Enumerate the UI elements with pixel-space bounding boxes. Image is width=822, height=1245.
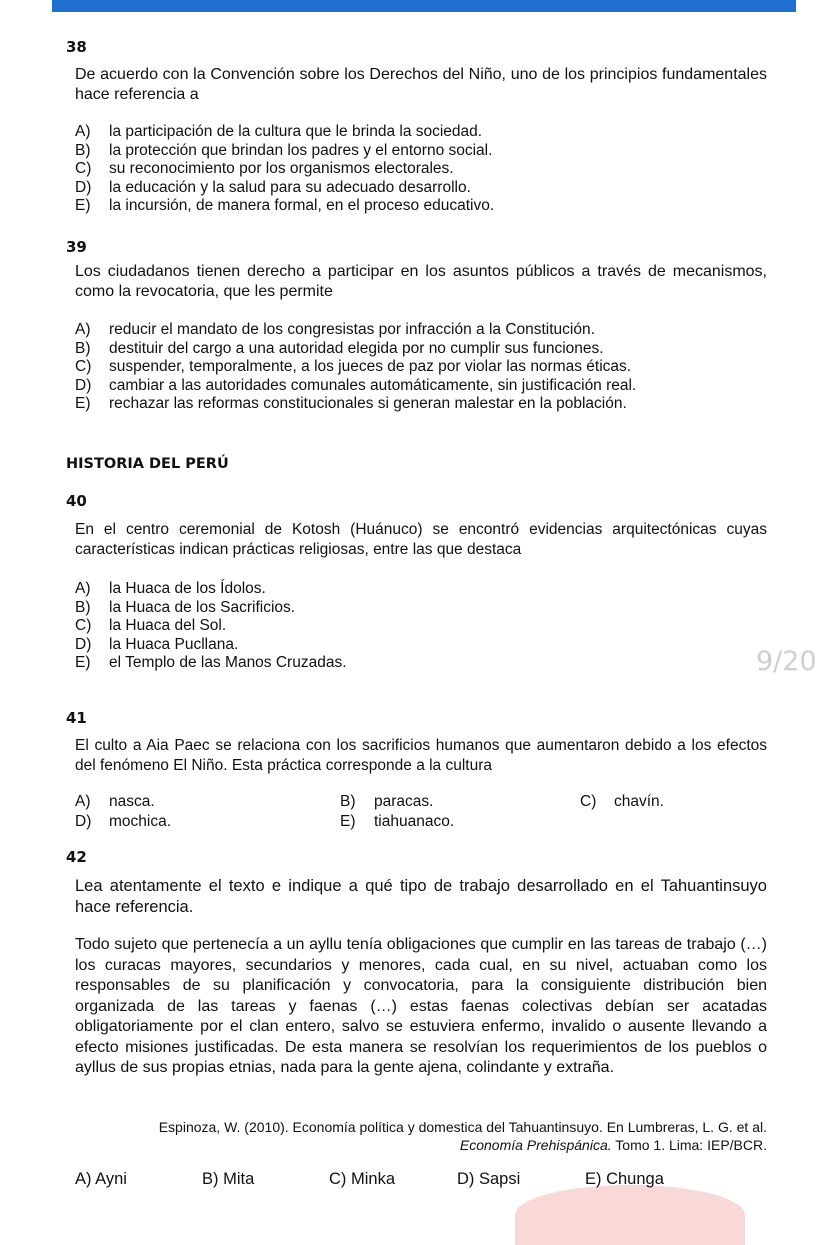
- option-38-b[interactable]: B) la protección que brindan los padres y el entorno social.: [75, 141, 493, 159]
- citation-line-2: [110, 1136, 767, 1154]
- question-38-options: [75, 123, 775, 216]
- option-40-e[interactable]: E) el Templo de las Manos Cruzadas.: [75, 654, 347, 671]
- option-40-a[interactable]: A) la Huaca de los Ídolos.: [75, 580, 266, 597]
- question-41-number: 41: [66, 709, 87, 727]
- option-38-e[interactable]: E) la incursión, de manera formal, en el proceso educativo.: [75, 197, 495, 214]
- citation-title: Economía Prehispánica.: [459, 1137, 612, 1153]
- question-40-stem: En el centro ceremonial de Kotosh (Huánuco) se encontró evidencias arquitectónicas cuyas características indican prácticas religiosas, entre las que destaca: [75, 521, 767, 558]
- section-title: HISTORIA DEL PERÚ: [66, 456, 229, 472]
- question-40-number: 40: [66, 492, 87, 510]
- option-39-e[interactable]: E) rechazar las reformas constitucionales si generan malestar en la población.: [75, 395, 627, 412]
- question-39-number: 39: [66, 238, 87, 256]
- red-decorative-mark: [515, 1185, 745, 1245]
- page-counter: 9/20: [756, 646, 817, 677]
- option-42-b[interactable]: B) Mita: [202, 1170, 255, 1188]
- question-38-number: 38: [66, 38, 87, 56]
- question-39-options: [75, 321, 775, 414]
- option-42-c[interactable]: C) Minka: [329, 1170, 396, 1188]
- option-40-c[interactable]: C) la Huaca del Sol.: [75, 617, 227, 634]
- option-42-d[interactable]: D) Sapsi: [457, 1170, 521, 1188]
- question-41-stem: El culto a Aia Paec se relaciona con los sacrificios humanos que aumentaron debido a los efectos del fenómeno El Niño. Esta práctica corresponde a la cultura: [75, 737, 767, 774]
- top-header-bar: [52, 0, 796, 12]
- question-39-stem: Los ciudadanos tienen derecho a participar en los asuntos públicos a través de mecanismos, como la revocatoria, que les permite: [75, 263, 767, 300]
- option-39-a[interactable]: A) reducir el mandato de los congresistas por infracción a la Constitución.: [75, 321, 595, 338]
- option-41-e[interactable]: E) tiahuanaco.: [340, 813, 455, 830]
- reading-passage: Todo sujeto que pertenecía a un ayllu tenía obligaciones que cumplir en las tareas de trabajo (…) los curacas mayores, secundarios y menores, cada cual, en su nivel, actuaban como los responsables de su planificación y convocatoria, para la consiguiente distribución bien organizada de las tareas y faenas (…) estas faenas colectivas debían ser acatadas obligatoriamente por el clan entero, salvo se estuviera enfermo, invalido o ausente llevando a efecto misiones justificadas. De esta manera se resolvían los requerimientos de los pueblos o ayllus de sus propias etnias, nada para la gente ajena, colindante y extraña.: [75, 936, 767, 1076]
- question-38-stem: De acuerdo con la Convención sobre los Derechos del Niño, uno de los principios fundamentales hace referencia a: [75, 66, 767, 103]
- citation-line-1: Espinoza, W. (2010). Economía política y domestica del Tahuantinsuyo. En Lumbreras, L. G. et al.: [158, 1119, 767, 1135]
- option-41-d[interactable]: D) mochica.: [75, 813, 172, 830]
- option-41-b[interactable]: B) paracas.: [340, 793, 434, 810]
- option-39-b[interactable]: B) destituir del cargo a una autoridad elegida por no cumplir sus funciones.: [75, 339, 604, 357]
- option-38-a[interactable]: A) la participación de la cultura que le brinda la sociedad.: [75, 123, 483, 140]
- option-41-c[interactable]: C) chavín.: [580, 793, 664, 810]
- question-42-stem: Lea atentamente el texto e indique a qué tipo de trabajo desarrollado en el Tahuantinsuyo hace referencia.: [75, 877, 767, 916]
- question-42-number: 42: [66, 848, 87, 866]
- option-39-d[interactable]: D) cambiar a las autoridades comunales automáticamente, sin justificación real.: [75, 376, 637, 394]
- option-40-b[interactable]: B) la Huaca de los Sacrificios.: [75, 598, 296, 616]
- option-41-a[interactable]: A) nasca.: [75, 793, 155, 810]
- citation-rest: Tomo 1. Lima: IEP/BCR.: [611, 1137, 767, 1153]
- option-42-e[interactable]: E) Chunga: [585, 1170, 664, 1188]
- question-40-options: [75, 580, 775, 673]
- option-39-c[interactable]: C) suspender, temporalmente, a los jueces de paz por violar las normas éticas.: [75, 358, 632, 375]
- option-38-c[interactable]: C) su reconocimiento por los organismos electorales.: [75, 160, 454, 177]
- option-42-a[interactable]: A) Ayni: [75, 1170, 127, 1188]
- option-38-d[interactable]: D) la educación y la salud para su adecuado desarrollo.: [75, 178, 471, 196]
- option-40-d[interactable]: D) la Huaca Pucllana.: [75, 635, 239, 653]
- citation: [110, 1118, 767, 1154]
